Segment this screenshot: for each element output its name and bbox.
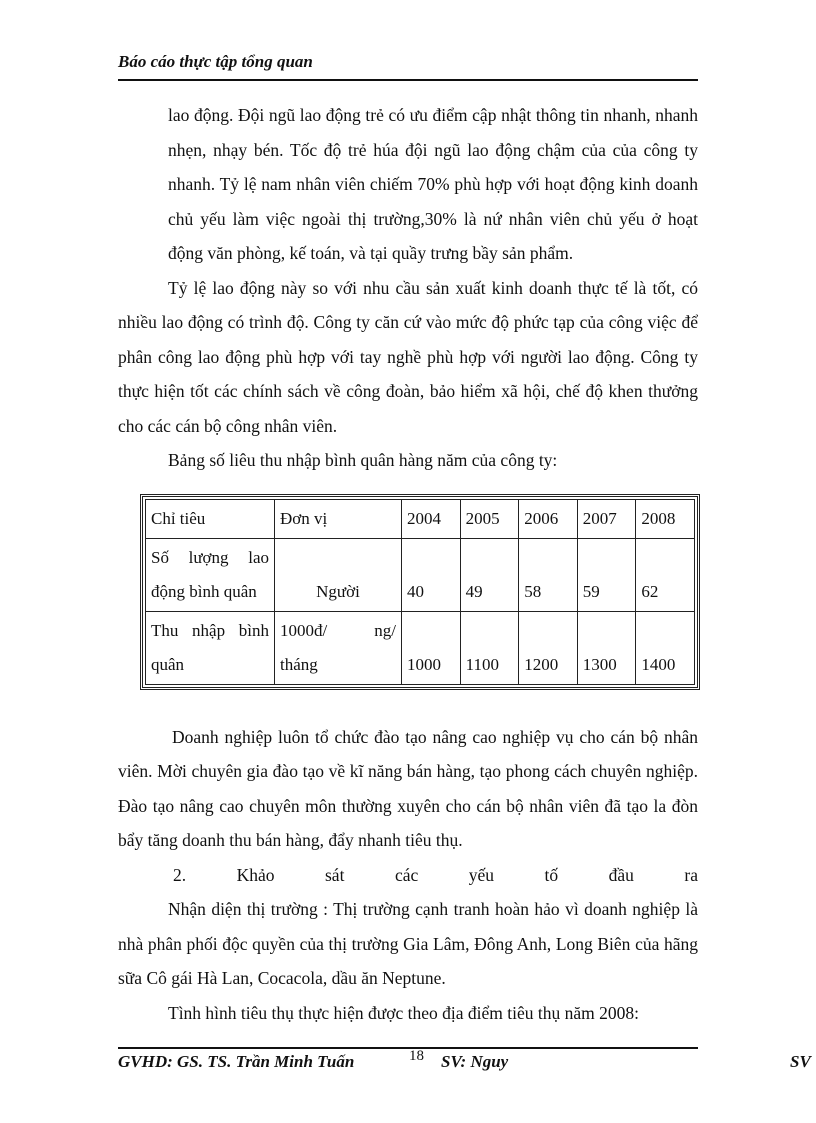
label-line: động bình quân [151, 581, 257, 601]
section-word: ra [684, 864, 698, 885]
label-word: lượng [188, 547, 229, 567]
table-caption: Bảng số liêu thu nhập bình quân hàng năm của công ty: [168, 450, 558, 470]
label-word: nhập [192, 620, 226, 640]
label-word: Thu [151, 620, 179, 640]
row-unit-people: Người [275, 538, 402, 611]
cell-value: 58 [519, 538, 578, 611]
income-table-frame [140, 494, 700, 690]
footer-student-extra: SV [790, 1052, 811, 1071]
header-cell-indicator: Chỉ tiêu [146, 499, 275, 538]
cell-value: 59 [577, 538, 636, 611]
section-word: sát [325, 864, 345, 885]
header-cell-2005: 2005 [460, 499, 519, 538]
header-cell-2004: 2004 [402, 499, 461, 538]
section-heading-output-factors [118, 858, 698, 893]
table-header-row [146, 499, 695, 538]
header-cell-2006: 2006 [519, 499, 578, 538]
paragraph-labor-intro: lao động. Đội ngũ lao động trẻ có ưu điểm cập nhật thông tin nhanh, nhanh nhẹn, nhạy bén. Tốc độ trẻ húa đội ngũ lao động chậm của của công ty nhanh. Tỷ lệ nam nhân viên chiếm 70% phù hợp với hoạt động kinh doanh chủ yếu làm việc ngoài thị trường,30% là nứ nhân viên chủ yếu ở hoạt động văn phòng, kế toán, và tại quầy trưng bầy sản phẩm. [168, 105, 698, 263]
table-row [146, 611, 695, 684]
row-unit-income [275, 611, 402, 684]
footer-advisor: GVHD: GS. TS. Trần Minh Tuấn [118, 1052, 355, 1071]
cell-value: 40 [402, 538, 461, 611]
table-row [146, 538, 695, 611]
row-label-average-workers [146, 538, 275, 611]
label-line: quân [151, 654, 185, 674]
section-word: yếu [468, 864, 495, 885]
page-number: 18 [409, 1048, 424, 1064]
label-word: Số [151, 547, 169, 567]
section-word: 2. [173, 864, 187, 885]
label-word: lao [248, 547, 269, 567]
section-word: tố [544, 864, 559, 885]
paragraph-training: Doanh nghiệp luôn tổ chức đào tạo nâng cao nghiệp vụ cho cán bộ nhân viên. Mời chuyên gia đào tạo về kĩ năng bán hàng, tạo phong cách chuyên nghiệp. Đào tạo nâng cao chuyên môn thường xuyên cho cán bộ nhân viên đã tạo la đòn bẩy tăng doanh thu bán hàng, đẩy nhanh tiêu thụ. [118, 726, 698, 850]
header-cell-2007: 2007 [577, 499, 636, 538]
paragraph-market: Nhận diện thị trường : Thị trường cạnh tranh hoàn hảo vì doanh nghiệp là nhà phân phối độc quyền của thị trường Gia Lâm, Đông Anh, Long Biên của hãng sữa Cô gái Hà Lan, Cocacola, dầu ăn Neptune. [118, 899, 698, 988]
header-divider [118, 79, 698, 81]
cell-value: 49 [460, 538, 519, 611]
cell-value: 1200 [519, 611, 578, 684]
label-word: bình [238, 620, 269, 640]
section-word: Khảo [236, 864, 275, 885]
unit-line: tháng [280, 654, 318, 674]
cell-value: 1300 [577, 611, 636, 684]
row-label-average-income [146, 611, 275, 684]
page-body [118, 98, 698, 1030]
section-word: các [394, 864, 419, 885]
paragraph-labor-ratio: Tỷ lệ lao động này so với nhu cầu sản xuất kinh doanh thực tế là tốt, có nhiều lao động có trình độ. Công ty căn cứ vào mức độ phức tạp của công việc để phân công lao động phù hợp với tay nghề phù hợp với người lao động. Công ty thực hiện tốt các chính sách về công đoàn, bảo hiểm xã hội, chế độ khen thưởng cho các cán bộ công nhân viên. [118, 277, 698, 436]
cell-value: 1100 [460, 611, 519, 684]
cell-value: 1400 [636, 611, 695, 684]
section-word: đầu [608, 864, 634, 885]
footer-student: SV: Nguy [441, 1052, 509, 1071]
footer-divider [118, 1047, 698, 1049]
header-cell-unit: Đơn vị [275, 499, 402, 538]
unit-word: ng/ [374, 620, 396, 640]
income-table [145, 499, 695, 685]
unit-word: 1000đ/ [280, 620, 328, 640]
paragraph-consumption: Tình hình tiêu thụ thực hiện được theo địa điểm tiêu thụ năm 2008: [168, 1002, 639, 1023]
cell-value: 1000 [402, 611, 461, 684]
page-header-title: Báo cáo thực tập tổng quan [118, 52, 313, 71]
cell-value: 62 [636, 538, 695, 611]
header-cell-2008: 2008 [636, 499, 695, 538]
